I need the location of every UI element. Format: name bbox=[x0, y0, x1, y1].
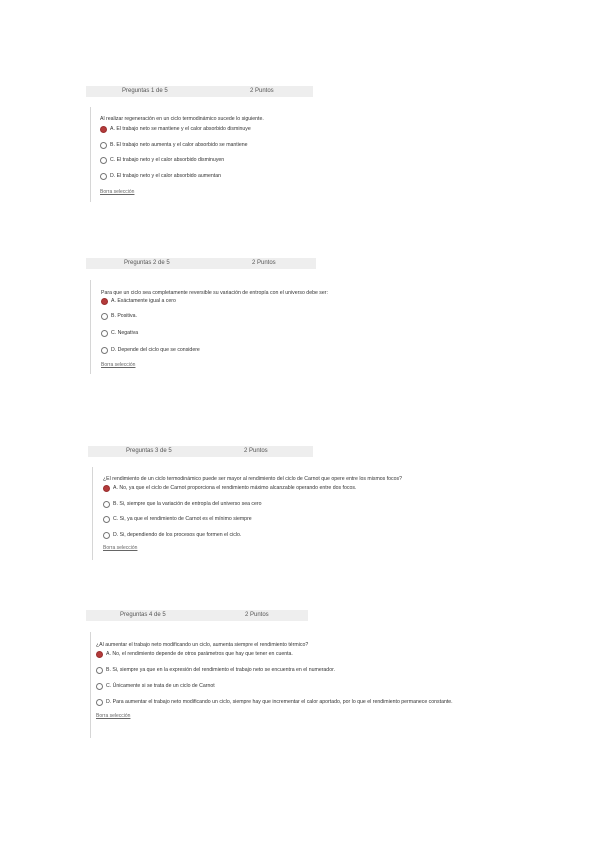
question-left-border bbox=[90, 632, 91, 738]
option-label: A. Exáctamente igual a cero bbox=[111, 298, 176, 304]
option-label: D. Si, dependiendo de los procesos que formen el ciclo. bbox=[113, 532, 242, 538]
option-label: A. El trabajo neto se mantiene y el calor absorbido disminuye bbox=[110, 126, 251, 132]
question-left-border bbox=[92, 467, 93, 560]
option-label: B. Si, siempre que la variación de entropía del universo sea cero bbox=[113, 501, 262, 507]
option-label: A. No, ya que el ciclo de Carnot proporciona el rendimiento máximo alcanzable operando entre dos focos. bbox=[113, 485, 357, 491]
option-label: C. Si, ya que el rendimiento de Carnot es el mínimo siempre bbox=[113, 516, 252, 522]
option-label: C. Únicamente si se trata de un ciclo de Carnot bbox=[106, 683, 215, 689]
clear-selection-link[interactable]: Borra selección bbox=[96, 713, 131, 719]
radio-icon[interactable] bbox=[100, 157, 107, 164]
option-label: D. Para aumentar el trabajo neto modificando un ciclo, siempre hay que incrementar el calor aportado, por lo que el rendimiento permanece constante. bbox=[106, 699, 453, 705]
question-header bbox=[86, 258, 316, 269]
clear-selection-link[interactable]: Borra selección bbox=[100, 189, 135, 195]
option-label: B. El trabajo neto aumenta y el calor absorbido se mantiene bbox=[110, 142, 248, 148]
radio-icon[interactable] bbox=[101, 330, 108, 337]
question-number: Preguntas 1 de 5 bbox=[122, 88, 168, 94]
radio-icon[interactable] bbox=[101, 313, 108, 320]
question-left-border bbox=[90, 107, 91, 202]
question-number: Preguntas 3 de 5 bbox=[126, 448, 172, 454]
clear-selection-link[interactable]: Borra selección bbox=[103, 545, 138, 551]
radio-selected-icon[interactable] bbox=[96, 651, 103, 658]
question-number: Preguntas 4 de 5 bbox=[120, 612, 166, 618]
radio-icon[interactable] bbox=[100, 142, 107, 149]
radio-icon[interactable] bbox=[103, 516, 110, 523]
question-stem: Al realizar regeneración en un ciclo termodinámico sucede lo siguiente. bbox=[100, 116, 264, 122]
option-label: D. El trabajo neto y el calor absorbido aumentan bbox=[110, 173, 222, 179]
option-label: A. No, el rendimiento depende de otros parámetros que hay que tener en cuenta. bbox=[106, 651, 293, 657]
question-stem: ¿Al aumentar el trabajo neto modificando un ciclo, aumenta siempre el rendimiento térmico? bbox=[96, 642, 309, 648]
question-left-border bbox=[90, 280, 91, 374]
radio-icon[interactable] bbox=[96, 667, 103, 674]
radio-icon[interactable] bbox=[96, 683, 103, 690]
question-stem: ¿El rendimiento de un ciclo termodinámico puede ser mayor al rendimiento del ciclo de Carnot que opere entre los mismos focos? bbox=[103, 476, 403, 482]
question-stem: Para que un ciclo sea completamente reversible su variación de entropía con el universo debe ser: bbox=[101, 290, 328, 296]
question-points: 2 Puntos bbox=[250, 88, 274, 94]
option-label: C. Negativa bbox=[111, 330, 139, 336]
radio-icon[interactable] bbox=[103, 501, 110, 508]
option-label: B. Positiva. bbox=[111, 313, 137, 319]
question-points: 2 Puntos bbox=[252, 260, 276, 266]
option-label: B. Si, siempre ya que en la expresión del rendimiento el trabajo neto se encuentra en el numerador. bbox=[106, 667, 335, 673]
radio-icon[interactable] bbox=[96, 699, 103, 706]
option-label: C. El trabajo neto y el calor absorbido disminuyen bbox=[110, 157, 225, 163]
radio-icon[interactable] bbox=[103, 532, 110, 539]
question-header bbox=[86, 86, 313, 97]
radio-selected-icon[interactable] bbox=[101, 298, 108, 305]
radio-icon[interactable] bbox=[101, 347, 108, 354]
radio-selected-icon[interactable] bbox=[100, 126, 107, 133]
radio-icon[interactable] bbox=[100, 173, 107, 180]
option-label: D. Depende del ciclo que se considere bbox=[111, 347, 200, 353]
radio-selected-icon[interactable] bbox=[103, 485, 110, 492]
question-header bbox=[86, 610, 308, 621]
question-header bbox=[88, 446, 313, 457]
question-points: 2 Puntos bbox=[245, 612, 269, 618]
clear-selection-link[interactable]: Borra selección bbox=[101, 362, 136, 368]
question-points: 2 Puntos bbox=[244, 448, 268, 454]
question-number: Preguntas 2 de 5 bbox=[124, 260, 170, 266]
